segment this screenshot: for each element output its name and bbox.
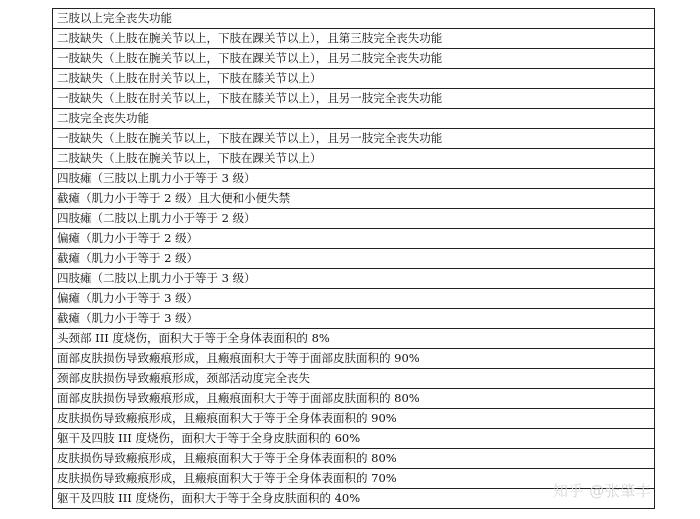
table-row [53, 289, 655, 309]
table-row [53, 189, 655, 209]
table-cell: 四肢瘫（二肢以上肌力小于等于 2 级） [53, 209, 655, 229]
zhihu-watermark: 知乎 @张肇丰 [553, 482, 652, 500]
table-row [53, 169, 655, 189]
table-row [53, 129, 655, 149]
table-cell: 二肢缺失（上肢在肘关节以上，下肢在膝关节以上） [53, 69, 655, 89]
table-row [53, 69, 655, 89]
table-row [53, 49, 655, 69]
table-cell: 皮肤损伤导致瘢痕形成，且瘢痕面积大于等于全身体表面积的 80% [53, 449, 655, 469]
table-cell: 二肢缺失（上肢在腕关节以上，下肢在踝关节以上），且第三肢完全丧失功能 [53, 29, 655, 49]
table-cell: 一肢缺失（上肢在腕关节以上，下肢在踝关节以上），且另一肢完全丧失功能 [53, 129, 655, 149]
table-row [53, 149, 655, 169]
table-cell: 二肢缺失（上肢在腕关节以上，下肢在踝关节以上） [53, 149, 655, 169]
table-cell: 截瘫（肌力小于等于 2 级）且大便和小便失禁 [53, 189, 655, 209]
table-row [53, 209, 655, 229]
table-cell: 颈部皮肤损伤导致瘢痕形成，颈部活动度完全丧失 [53, 369, 655, 389]
table-row [53, 429, 655, 449]
table-cell: 面部皮肤损伤导致瘢痕形成，且瘢痕面积大于等于面部皮肤面积的 90% [53, 349, 655, 369]
table-row [53, 369, 655, 389]
table-row [53, 109, 655, 129]
table-row [53, 409, 655, 429]
table-cell: 皮肤损伤导致瘢痕形成，且瘢痕面积大于等于全身体表面积的 70% [53, 469, 655, 489]
table-cell: 截瘫（肌力小于等于 2 级） [53, 249, 655, 269]
table-cell: 头颈部 III 度烧伤，面积大于等于全身体表面积的 8% [53, 329, 655, 349]
table-row [53, 309, 655, 329]
table-cell: 皮肤损伤导致瘢痕形成，且瘢痕面积大于等于全身体表面积的 90% [53, 409, 655, 429]
table-cell: 截瘫（肌力小于等于 3 级） [53, 309, 655, 329]
table-cell: 四肢瘫（二肢以上肌力小于等于 3 级） [53, 269, 655, 289]
table-cell: 一肢缺失（上肢在腕关节以上，下肢在踝关节以上），且另二肢完全丧失功能 [53, 49, 655, 69]
table-row [53, 389, 655, 409]
table-row [53, 89, 655, 109]
disability-criteria-table [52, 8, 655, 509]
table-cell: 躯干及四肢 III 度烧伤，面积大于等于全身皮肤面积的 60% [53, 429, 655, 449]
table-cell: 偏瘫（肌力小于等于 3 级） [53, 289, 655, 309]
table-cell: 一肢缺失（上肢在肘关节以上，下肢在膝关节以上），且另一肢完全丧失功能 [53, 89, 655, 109]
table-row [53, 269, 655, 289]
disability-criteria-table-container [52, 8, 655, 509]
table-row [53, 9, 655, 29]
table-row [53, 449, 655, 469]
table-row [53, 349, 655, 369]
table-cell: 二肢完全丧失功能 [53, 109, 655, 129]
table-row [53, 329, 655, 349]
table-cell: 面部皮肤损伤导致瘢痕形成，且瘢痕面积大于等于面部皮肤面积的 80% [53, 389, 655, 409]
table-cell: 三肢以上完全丧失功能 [53, 9, 655, 29]
table-body [53, 9, 655, 509]
table-row [53, 229, 655, 249]
table-row [53, 249, 655, 269]
table-row [53, 29, 655, 49]
table-cell: 四肢瘫（三肢以上肌力小于等于 3 级） [53, 169, 655, 189]
table-cell: 偏瘫（肌力小于等于 2 级） [53, 229, 655, 249]
table-cell: 躯干及四肢 III 度烧伤，面积大于等于全身皮肤面积的 40% [53, 489, 655, 509]
